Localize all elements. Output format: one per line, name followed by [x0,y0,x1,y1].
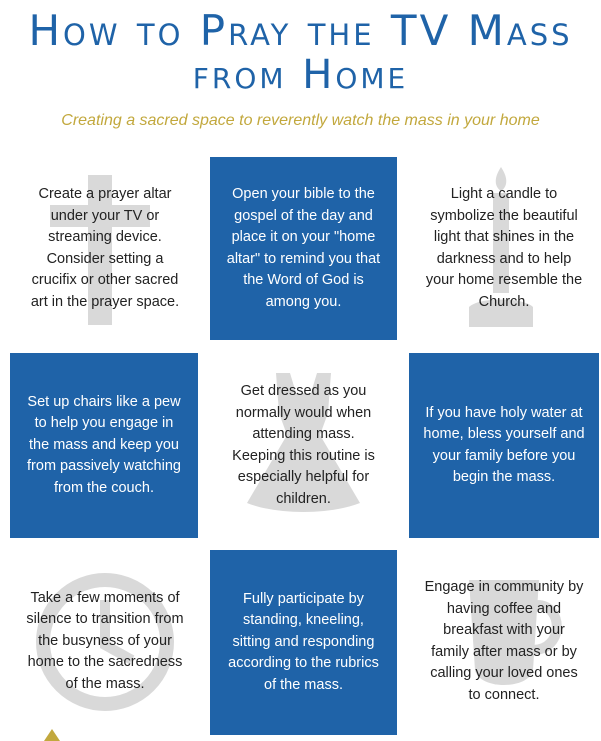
card-text: If you have holy water at home, bless yourself and your family before you begin the mass. [423,404,585,485]
card-holy-water [409,353,599,538]
card-open-bible [210,157,397,340]
card-engage-community [409,550,599,733]
card-text: Engage in community by having coffee and breakfast with your family after mass or by calling your loved ones to connect. [424,579,584,703]
card-light-candle [409,157,599,340]
card-text: Take a few moments of silence to transition from the busyness of your home to the sacredness of the mass. [26,589,184,692]
page-title-line-1: How to Pray the TV Mass [28,6,573,55]
card-text: Light a candle to symbolize the beautiful light that shines in the darkness and to help your home resemble the Church. [425,186,583,310]
card-prayer-altar [10,157,200,340]
page-title-line-2: from Home [192,52,409,98]
card-fully-participate [210,550,397,735]
card-get-dressed [210,353,397,538]
card-text: Open your bible to the gospel of the day and place it on your "home altar" to remind you that the Word of God is among you. [226,186,381,310]
card-text: Fully participate by standing, kneeling, sitting and responding according to the rubrics of the mass. [228,590,379,693]
page-subtitle: Creating a sacred space to reverently watch the mass in your home [61,112,540,129]
card-set-up-chairs [10,353,198,538]
card-text: Get dressed as you normally would when attending mass. Keeping this routine is especially helpful for children. [232,383,375,507]
card-text: Create a prayer altar under your TV or streaming device. Consider setting a crucifix or other sacred art in the prayer space. [30,186,180,310]
card-text: Set up chairs like a pew to help you engage in the mass and keep you from passively watching from the couch. [27,393,181,496]
card-moments-of-silence [10,550,200,733]
